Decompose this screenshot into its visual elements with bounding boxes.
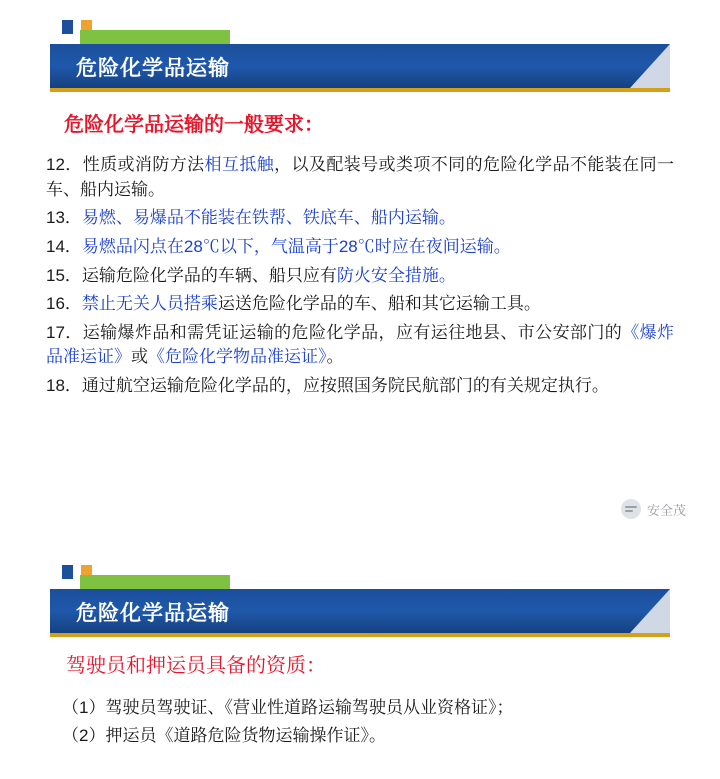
green-accent-bar — [80, 575, 230, 589]
text-run: 或 — [131, 347, 148, 367]
list-item — [46, 292, 674, 317]
title-bar — [50, 44, 670, 88]
list-item — [46, 374, 674, 399]
text-run: 13． — [46, 208, 82, 228]
text-run: 运送危险化学品的车、船和其它运输工具。 — [217, 294, 541, 314]
slide-title: 危险化学品运输 — [76, 602, 230, 625]
green-accent-bar — [80, 30, 230, 44]
text-run-highlight: 易燃、易爆品不能装在铁帮、铁底车、船内运输。 — [81, 208, 456, 228]
section-title: 驾驶员和押运员具备的资质： — [66, 655, 326, 677]
text-run: 15．运输危险化学品的车辆、船只应有 — [46, 265, 337, 285]
list-item — [46, 264, 674, 289]
title-bar-corner-icon — [630, 44, 670, 88]
section-title: 危险化学品运输的一般要求： — [64, 114, 324, 136]
tick-mark-blue-icon — [62, 565, 73, 579]
gold-divider-line — [50, 88, 670, 92]
text-run: 12．性质或消防方法 — [46, 155, 205, 174]
list-item — [46, 153, 674, 202]
slide-body — [0, 108, 720, 399]
text-run-highlight: 《爆炸品准运证》 — [46, 322, 674, 367]
text-run: ，以及配装号或类项不同的危险化学品不能装在同一车、船内运输。 — [46, 155, 674, 199]
list-item — [46, 235, 674, 260]
list-item: （1）驾驶员驾驶证、《营业性道路运输驾驶员从业资格证》； — [62, 698, 514, 717]
slide-title: 危险化学品运输 — [76, 57, 230, 80]
text-run-highlight: 易燃品闪点在28℃以下，气温高于28℃时应在夜间运输。 — [81, 236, 511, 256]
watermark-logo-icon — [621, 499, 641, 519]
text-run: 16． — [46, 294, 82, 314]
list-item — [46, 321, 674, 370]
text-run-highlight: 《危险化学物品准运证》 — [148, 347, 327, 367]
title-bar — [50, 589, 670, 633]
text-run-highlight: 相互抵触 — [204, 155, 275, 174]
text-run: 。 — [326, 347, 344, 367]
qualification-list — [62, 696, 674, 748]
slide-driver-escort-qualifications — [0, 545, 720, 779]
slide-header — [0, 545, 720, 623]
slide-body — [0, 649, 720, 748]
title-bar-corner-icon — [630, 589, 670, 633]
list-item: （2）押运员《道路危险货物运输操作证》。 — [62, 725, 386, 745]
text-run: 18．通过航空运输危险化学品的，应按照国务院民航部门的有关规定执行。 — [46, 376, 609, 396]
watermark — [621, 499, 686, 519]
list-item — [46, 206, 674, 231]
tick-mark-blue-icon — [62, 20, 73, 34]
text-run-highlight: 禁止无关人员搭乘 — [81, 294, 218, 314]
text-run-highlight: 防火安全措施。 — [336, 265, 456, 285]
requirement-list — [46, 153, 674, 399]
gold-divider-line — [50, 633, 670, 637]
text-run: 17．运输爆炸品和需凭证运输的危险化学品，应有运往地县、市公安部门的 — [46, 322, 623, 342]
text-run: 14． — [46, 236, 82, 256]
slide-header — [0, 0, 720, 78]
watermark-label: 安全茂 — [646, 502, 686, 518]
